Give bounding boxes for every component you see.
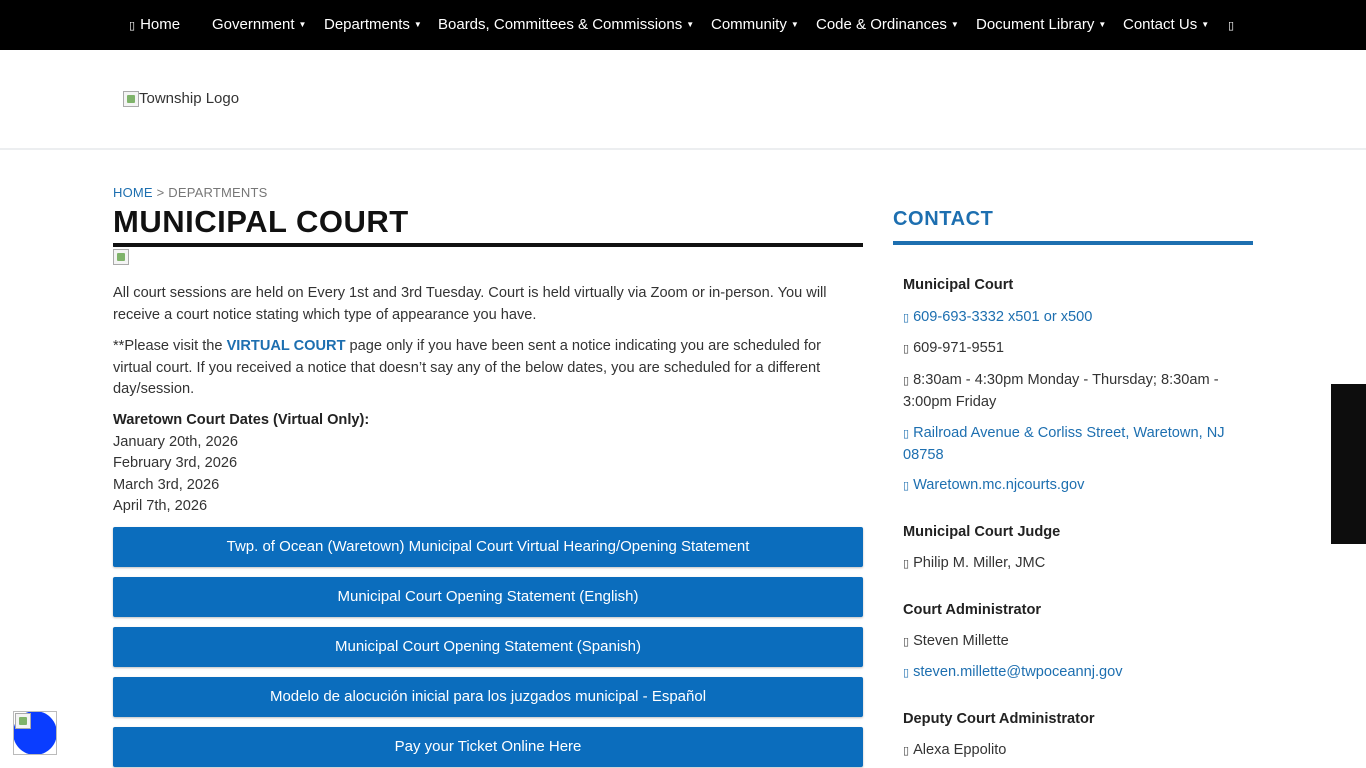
phone-icon: ▯ bbox=[903, 312, 910, 324]
nav-boards[interactable]: Boards, Committees & Commissions ▼ bbox=[438, 16, 695, 33]
court-date: March 3rd, 2026 bbox=[113, 476, 220, 493]
nav-government[interactable]: Government ▼ bbox=[212, 16, 307, 33]
fax-icon: ▯ bbox=[903, 343, 910, 355]
chevron-down-icon: ▼ bbox=[686, 20, 695, 29]
admin-email[interactable]: ▯ steven.millette@twpoceannj.gov bbox=[903, 664, 1123, 680]
court-heading: Municipal Court bbox=[903, 277, 1014, 293]
breadcrumb-separator: > bbox=[156, 185, 165, 200]
side-tab[interactable] bbox=[1331, 384, 1366, 544]
nav-document-library[interactable]: Document Library ▼ bbox=[976, 16, 1107, 33]
broken-image-icon bbox=[15, 713, 31, 729]
header-image bbox=[113, 249, 129, 270]
chevron-down-icon: ▼ bbox=[1098, 20, 1107, 29]
court-fax: ▯ 609-971-9551 bbox=[903, 340, 1004, 356]
township-logo[interactable]: Township Logo bbox=[123, 90, 239, 107]
breadcrumb bbox=[113, 185, 267, 200]
nav-departments[interactable]: Departments ▼ bbox=[324, 16, 422, 33]
nav-contact-us[interactable]: Contact Us ▼ bbox=[1123, 16, 1210, 33]
nav-community[interactable]: Community ▼ bbox=[711, 16, 799, 33]
judge-name: ▯ Philip M. Miller, JMC bbox=[903, 555, 1046, 571]
home-icon: ▯ bbox=[129, 20, 136, 32]
court-date: January 20th, 2026 bbox=[113, 433, 238, 450]
nav-search[interactable] bbox=[1228, 0, 1239, 50]
search-icon: ▯ bbox=[1228, 20, 1235, 32]
court-dates-heading: Waretown Court Dates (Virtual Only): bbox=[113, 412, 370, 428]
court-phone[interactable]: ▯ 609-693-3332 x501 or x500 bbox=[903, 309, 1093, 325]
clock-icon: ▯ bbox=[903, 375, 910, 387]
pay-ticket-button[interactable]: Pay your Ticket Online Here bbox=[113, 727, 863, 767]
opening-statement-english-button[interactable]: Municipal Court Opening Statement (English) bbox=[113, 577, 863, 617]
deputy-heading: Deputy Court Administrator bbox=[903, 711, 1095, 727]
court-address[interactable]: ▯ Railroad Avenue & Corliss Street, Waretown, NJ 08758 bbox=[903, 425, 1225, 463]
top-navigation bbox=[0, 0, 1366, 50]
accessibility-button[interactable] bbox=[13, 711, 57, 755]
chevron-down-icon: ▼ bbox=[1201, 20, 1210, 29]
user-icon: ▯ bbox=[903, 745, 910, 757]
breadcrumb-current: DEPARTMENTS bbox=[168, 185, 268, 200]
court-hours: ▯ 8:30am - 4:30pm Monday - Thursday; 8:30am - 3:00pm Friday bbox=[903, 372, 1219, 410]
nav-code-ordinances[interactable]: Code & Ordinances ▼ bbox=[816, 16, 959, 33]
admin-name: ▯ Steven Millette bbox=[903, 633, 1009, 649]
judge-heading: Municipal Court Judge bbox=[903, 524, 1061, 540]
court-dates bbox=[113, 410, 863, 518]
virtual-court-notice: **Please visit the VIRTUAL COURT page only if you have been sent a notice indicating you are scheduled for virtual court. If you received a notice that doesn’t say any of the below dates, you are scheduled for a different day/session. bbox=[113, 338, 821, 397]
chevron-down-icon: ▼ bbox=[950, 20, 959, 29]
chevron-down-icon: ▼ bbox=[790, 20, 799, 29]
user-icon: ▯ bbox=[903, 636, 910, 648]
breadcrumb-home[interactable]: HOME bbox=[113, 185, 153, 200]
map-pin-icon: ▯ bbox=[903, 428, 910, 440]
court-sessions-text: All court sessions are held on Every 1st and 3rd Tuesday. Court is held virtually via Zoom or in-person. You will receive a court notice stating which type of appearance you have. bbox=[113, 285, 827, 323]
globe-icon: ▯ bbox=[903, 480, 910, 492]
admin-heading: Court Administrator bbox=[903, 602, 1042, 618]
virtual-court-link[interactable]: VIRTUAL COURT bbox=[226, 338, 346, 354]
court-date: April 7th, 2026 bbox=[113, 498, 208, 514]
modelo-alocucion-button[interactable]: Modelo de alocución inicial para los juzgados municipal - Español bbox=[113, 677, 863, 717]
nav-home[interactable]: ▯ Home bbox=[129, 16, 181, 33]
user-icon: ▯ bbox=[903, 558, 910, 570]
chevron-down-icon: ▼ bbox=[413, 20, 422, 29]
deputy-name: ▯ Alexa Eppolito bbox=[903, 742, 1007, 758]
virtual-hearing-button[interactable]: Twp. of Ocean (Waretown) Municipal Court Virtual Hearing/Opening Statement bbox=[113, 527, 863, 567]
contact-heading: CONTACT bbox=[893, 208, 1253, 245]
email-icon: ▯ bbox=[903, 667, 910, 679]
court-date: February 3rd, 2026 bbox=[113, 455, 238, 471]
broken-image-icon bbox=[123, 91, 139, 107]
court-website[interactable]: ▯ Waretown.mc.njcourts.gov bbox=[903, 477, 1085, 493]
chevron-down-icon: ▼ bbox=[298, 20, 307, 29]
broken-image-icon bbox=[113, 249, 129, 265]
page-title: MUNICIPAL COURT bbox=[113, 204, 863, 247]
opening-statement-spanish-button[interactable]: Municipal Court Opening Statement (Spanish) bbox=[113, 627, 863, 667]
